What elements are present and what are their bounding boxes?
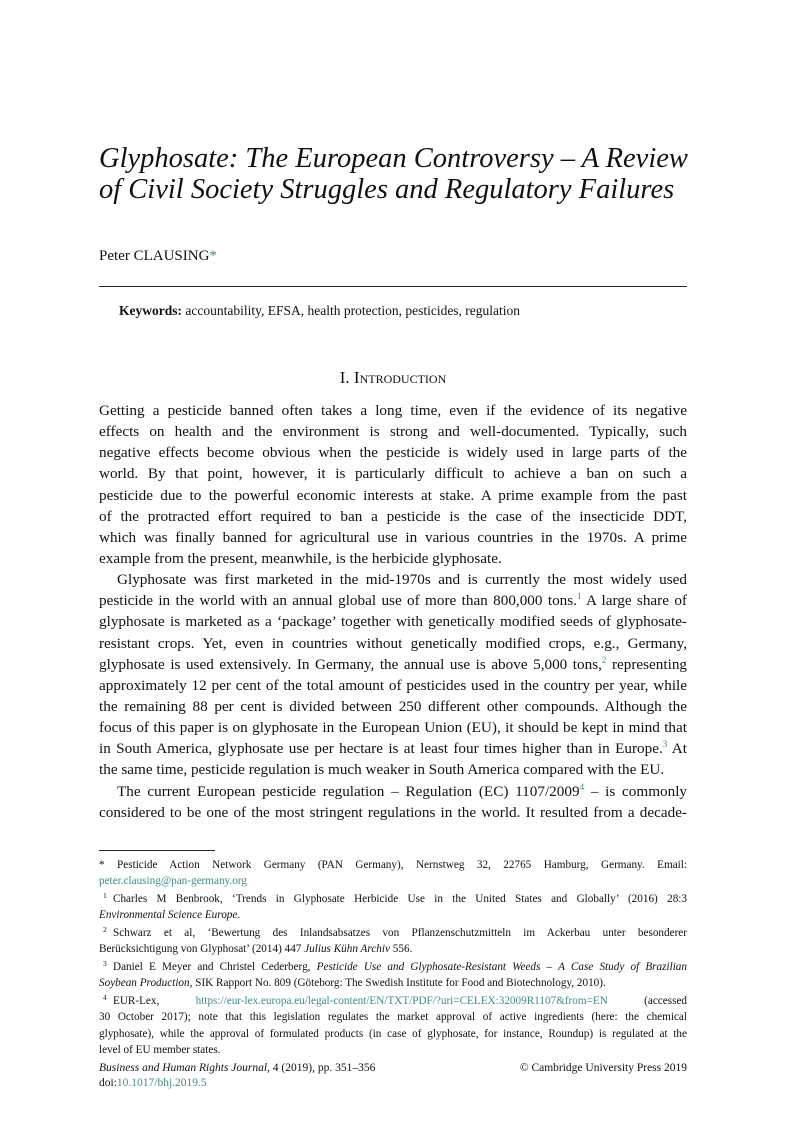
text: considered to be one of the most stringent regulations in the world. It resulted from a decade- [99, 803, 687, 821]
footnote [99, 959, 687, 992]
doi-label: doi: [99, 1077, 117, 1089]
footnote-line [99, 941, 687, 957]
text: glyphosate is marketed as a ‘package’ together with genetically modified seeds of glyphosate- [99, 613, 687, 631]
text: negative effects become obvious when the pesticide is widely used in large parts of the [99, 444, 687, 462]
text-line [99, 781, 687, 802]
footnote [99, 891, 687, 924]
author-name: Peter CLAUSING [99, 248, 210, 264]
text-line [99, 802, 687, 823]
text-line [99, 463, 687, 484]
text: A large share of [581, 592, 687, 610]
footnote [99, 857, 687, 890]
text: 30 October 2017); note that this legislation regulates the market approval of active ingredients (here: the chemical [99, 1011, 687, 1024]
text: * Pesticide Action Network Germany (PAN Germany), Nernstweg 32, 22765 Hamburg, Germany. Email: [99, 859, 687, 871]
text-line [99, 717, 687, 738]
text: , SIK Rapport No. 809 (Göteborg: The Swedish Institute for Food and Biotechnology, 2010). [189, 977, 606, 990]
italic-text: Julius Kühn Archiv [304, 943, 390, 956]
text: The current European pesticide regulation – Regulation (EC) 1107/2009 [117, 782, 580, 800]
copyright: © Cambridge University Press 2019 [519, 1062, 687, 1074]
link[interactable]: https://eur-lex.europa.eu/legal-content/EN/TXT/PDF/?uri=CELEX:32009R1107&from=EN [195, 994, 608, 1007]
footnote-line [99, 907, 687, 923]
text: 556. [389, 943, 413, 956]
text-line [99, 759, 687, 780]
author [99, 248, 217, 265]
text: Getting a pesticide banned often takes a long time, even if the evidence of its negative [99, 402, 687, 419]
text-line [99, 738, 687, 759]
footnote-line [99, 1026, 687, 1042]
text: pesticide due to the powerful economic interests at stake. A prime example from the past [99, 486, 687, 504]
doi [99, 1076, 687, 1091]
footnote [99, 993, 687, 1059]
footnote-line [99, 1009, 687, 1025]
text: Charles M Benbrook, ‘Trends in Glyphosate Herbicide Use in the United States and Globally’ (2016) 28:3 [113, 892, 687, 905]
text: At [667, 740, 687, 758]
italic-text: Pesticide Use and Glyphosate-Resistant Weeds – A Case Study of Brazilian [316, 960, 687, 973]
footnote-divider [99, 850, 215, 851]
text: glyphosate is used extensively. In Germany, the annual use is above 5,000 tons, [99, 655, 602, 673]
footnote-line: 4 EUR-Lex, https://eur-lex.europa.eu/legal-content/EN/TXT/PDF/?uri=CELEX:32009R1107&from=EN (accessed [103, 992, 688, 1007]
doi-link[interactable]: 10.1017/bhj.2019.5 [116, 1077, 207, 1089]
text-line [99, 633, 687, 654]
text-line [99, 548, 687, 569]
text: the remaining 88 per cent is divided between 250 different other compounds. Although the [99, 697, 687, 715]
journal-name: Business and Human Rights Journal [99, 1062, 268, 1074]
keywords [119, 303, 520, 319]
text: Daniel E Meyer and Christel Cederberg, [113, 960, 317, 973]
footnote-line [99, 873, 687, 889]
text-line [99, 527, 687, 548]
text: pesticide in the world with an annual global use of more than 800,000 tons. [99, 592, 577, 610]
italic-text: Environmental Science Europe [99, 909, 238, 922]
text-line [99, 442, 687, 463]
text: in South America, glyphosate use per hectare is at least four times higher than in Europe. [99, 740, 663, 758]
body-text [99, 400, 687, 823]
footnote-reference[interactable]: 2 [601, 654, 607, 665]
text-line [99, 506, 687, 527]
section-heading [99, 368, 687, 388]
footnotes [99, 857, 687, 1060]
footnote-reference[interactable]: 3 [662, 739, 668, 750]
text: representing [606, 655, 688, 673]
footnote-line: 2 Schwarz et al, ‘Bewertung des Inlandsabsatzes von Pflanzenschutzmitteln im Ackerbau unter besonderer [103, 924, 687, 939]
footnote-line: 1 Charles M Benbrook, ‘Trends in Glyphosate Herbicide Use in the United States and Globally’ (2016) 28:3 [103, 890, 687, 905]
keywords-text: accountability, EFSA, health protection, pesticides, regulation [185, 303, 521, 318]
page-footer [99, 1061, 687, 1091]
text: – is commonly [584, 782, 688, 800]
footnote-reference[interactable]: 4 [579, 781, 585, 792]
journal-volume-pages: , 4 (2019), pp. 351–356 [267, 1062, 376, 1074]
paragraph [99, 400, 687, 569]
text: resistant crops. Yet, even in countries without genetically modified crops, e.g., Germany, [99, 634, 687, 652]
keywords-label: Keywords: [119, 303, 182, 318]
footnote-line [99, 857, 687, 873]
link[interactable]: peter.clausing@pan-germany.org [99, 875, 247, 888]
italic-text: Soybean Production [99, 977, 190, 990]
title-line-1: Glyphosate: The European Controversy – A Review [99, 143, 688, 174]
section-title: Introduction [353, 368, 447, 387]
text: effects on health and the environment is strong and well-documented. Typically, such [99, 423, 687, 441]
footnote-reference[interactable]: 1 [576, 591, 582, 602]
text-line [99, 696, 687, 717]
author-footnote-marker[interactable]: * [209, 248, 217, 264]
text-line [99, 590, 687, 611]
paragraph [99, 569, 687, 780]
title-line-2: of Civil Society Struggles and Regulatory Failures [99, 174, 675, 205]
text: focus of this paper is on glyphosate in the European Union (EU), it should be kept in mind that [99, 719, 687, 737]
text: world. By that point, however, it is particularly difficult to achieve a ban on such a [99, 465, 687, 483]
section-number: I. [339, 368, 350, 387]
text: of the protracted effort required to ban a pesticide is the case of the insecticide DDT, [99, 507, 687, 525]
text-line [99, 421, 687, 442]
footnote [99, 925, 687, 958]
article-title [99, 143, 699, 205]
text: Schwarz et al, ‘Bewertung des Inlandsabsatzes von Pflanzenschutzmitteln im Ackerbau unter besonderer [113, 926, 687, 939]
text: example from the present, meanwhile, is the herbicide glyphosate. [99, 549, 502, 567]
footnote-line [99, 975, 687, 991]
header-divider [99, 286, 687, 287]
text-line [99, 400, 687, 421]
text: . [237, 909, 241, 922]
footnote-line [99, 1042, 687, 1058]
text: glyphosate), while the approval of formulated products (in case of glyphosate, for instance, Roundup) is regulated at the [99, 1027, 687, 1040]
text-line [99, 569, 687, 590]
paragraph [99, 781, 687, 823]
text: Berücksichtigung von Glyphosat’ (2014) 447 [99, 943, 305, 956]
text: Glyphosate was first marketed in the mid-1970s and is currently the most widely used [117, 571, 687, 589]
text: approximately 12 per cent of the total amount of pesticides used in the country per year, while [99, 676, 687, 694]
text-line [99, 485, 687, 506]
text: which was finally banned for agricultural use in various countries in the 1970s. A prime [99, 528, 687, 546]
text: EUR-Lex, [113, 994, 196, 1007]
text: the same time, pesticide regulation is much weaker in South America compared with the EU. [99, 761, 665, 779]
text-line [99, 611, 687, 632]
text: (accessed [607, 994, 688, 1007]
footnote-line: 3 Daniel E Meyer and Christel Cederberg, Pesticide Use and Glyphosate-Resistant Weeds – A Case Study of Brazilian [103, 958, 687, 973]
text: level of EU member states. [99, 1044, 221, 1057]
text-line [99, 654, 687, 675]
text-line [99, 675, 687, 696]
